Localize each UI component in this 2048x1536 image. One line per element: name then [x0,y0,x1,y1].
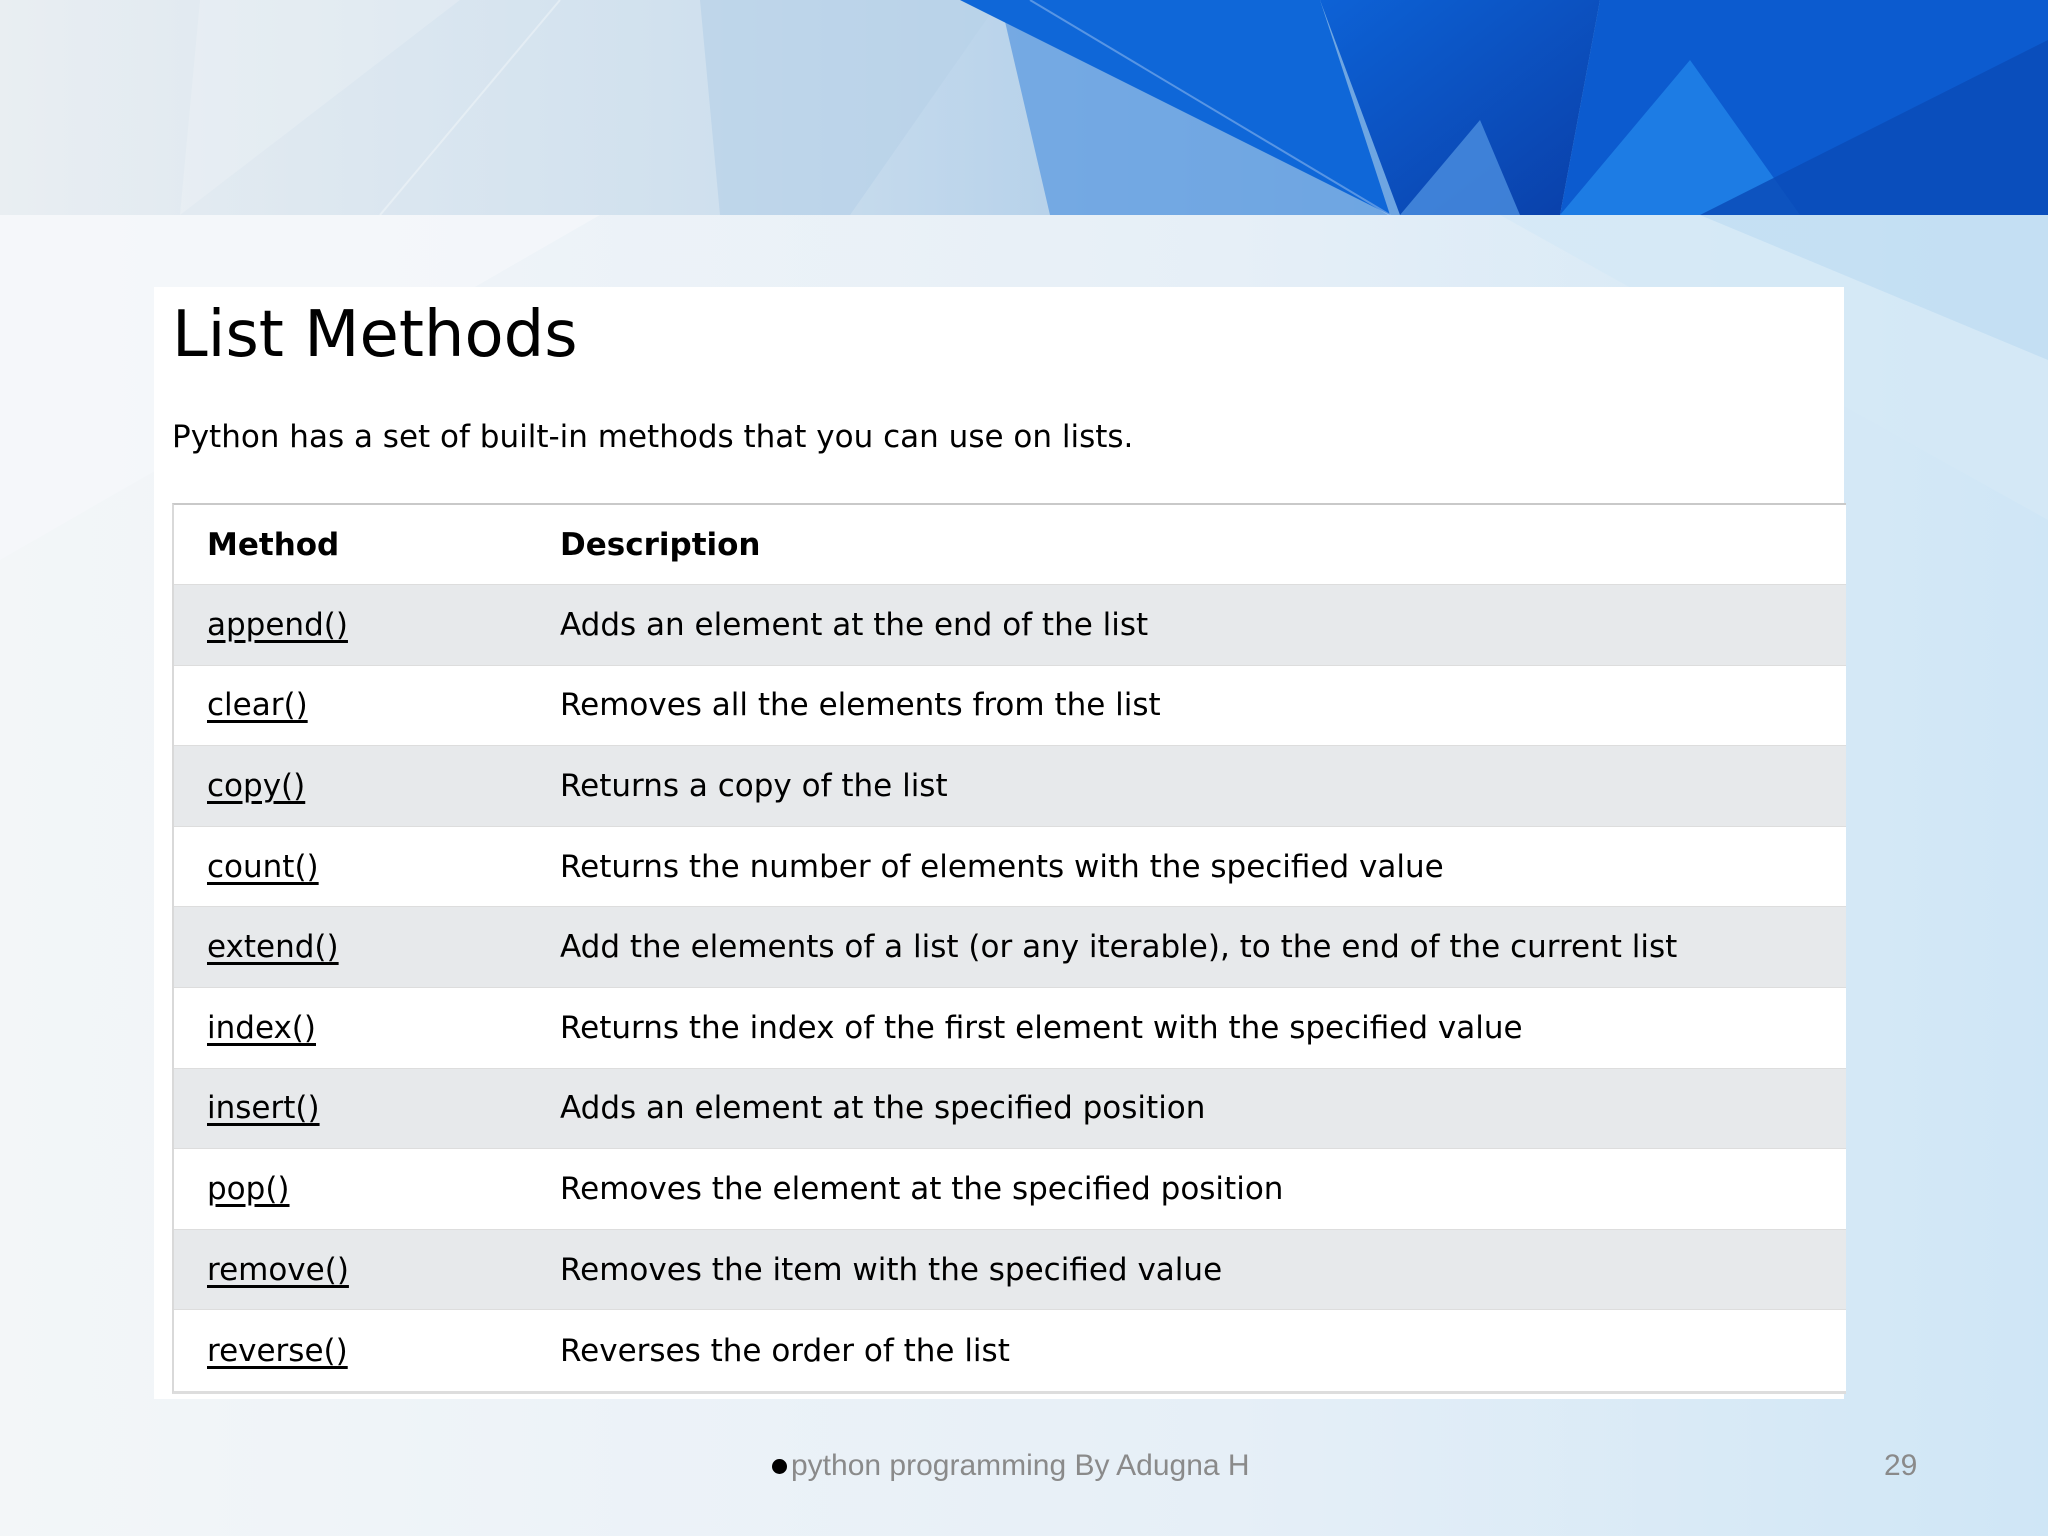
method-column-header: Method [207,526,340,563]
description-cell: Adds an element at the end of the list [560,606,1149,643]
slide-footer [772,1449,1250,1483]
table-header-row [174,505,1846,585]
table-row [174,1069,1846,1150]
method-link-extend[interactable]: extend() [207,929,339,966]
method-cell [174,1010,560,1046]
table-row [174,1310,1846,1391]
table-row [174,1230,1846,1311]
method-link-reverse[interactable]: reverse() [207,1332,348,1369]
method-cell [174,849,560,885]
page-number: 29 [1884,1449,1918,1482]
method-cell [174,607,560,643]
methods-table [172,503,1846,1394]
intro-text: Python has a set of built-in methods that you can use on lists. [172,419,1134,455]
description-cell: Returns the index of the first element with the specified value [560,1009,1523,1046]
footer-text: python programming By Adugna H [791,1449,1250,1482]
description-cell: Removes the item with the specified value [560,1251,1223,1288]
description-cell: Removes the element at the specified position [560,1170,1284,1207]
method-link-insert[interactable]: insert() [207,1090,320,1127]
description-cell: Removes all the elements from the list [560,687,1161,724]
table-row [174,666,1846,747]
method-cell [174,687,560,723]
method-link-copy[interactable]: copy() [207,767,306,804]
description-cell: Adds an element at the specified position [560,1090,1206,1127]
description-cell: Add the elements of a list (or any iterable), to the end of the current list [560,929,1678,966]
method-cell [174,1333,560,1369]
method-cell [174,1171,560,1207]
page-title: List Methods [172,298,578,372]
embedded-screenshot [154,287,1844,1399]
bullet-icon [772,1459,787,1474]
table-row [174,988,1846,1069]
method-cell [174,1090,560,1126]
method-link-pop[interactable]: pop() [207,1170,290,1207]
method-link-remove[interactable]: remove() [207,1251,349,1288]
method-link-count[interactable]: count() [207,848,319,885]
table-row [174,585,1846,666]
table-row [174,907,1846,988]
method-cell [174,768,560,804]
method-cell [174,929,560,965]
description-column-header: Description [560,526,761,563]
method-link-index[interactable]: index() [207,1009,316,1046]
description-cell: Returns the number of elements with the specified value [560,848,1444,885]
method-link-append[interactable]: append() [207,606,348,643]
table-row [174,827,1846,908]
table-row [174,1149,1846,1230]
description-cell: Returns a copy of the list [560,767,948,804]
method-link-clear[interactable]: clear() [207,687,308,724]
table-row [174,746,1846,827]
description-cell: Reverses the order of the list [560,1332,1010,1369]
method-cell [174,1252,560,1288]
